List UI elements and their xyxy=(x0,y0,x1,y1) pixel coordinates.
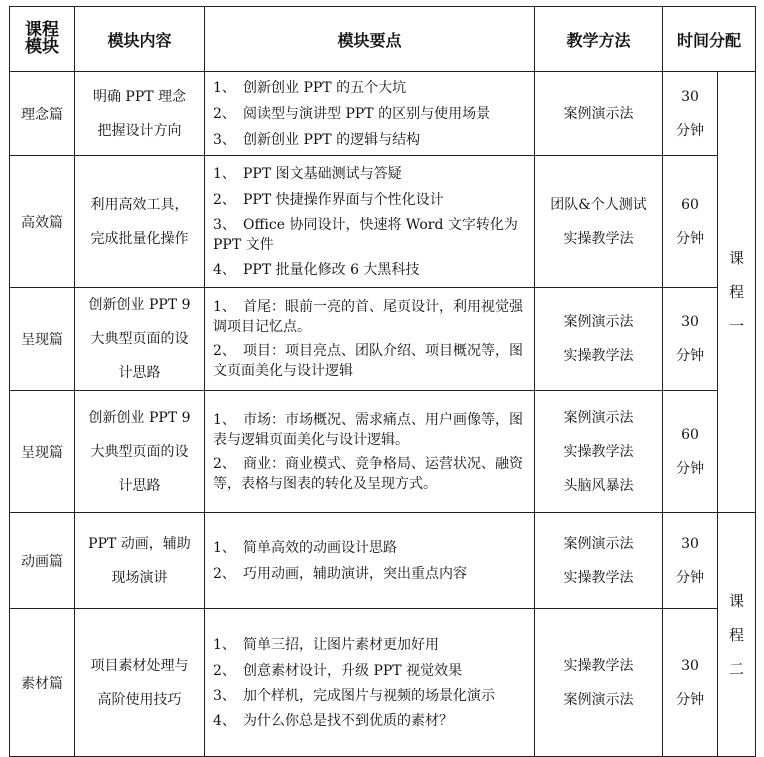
point-number: 2、 xyxy=(213,565,236,582)
module-content-line: 明确 PPT 理念 xyxy=(92,88,187,105)
point-text: 市场：市场概况、需求痛点、用户画像等，图表与逻辑页面美化与设计逻辑。 xyxy=(213,411,523,448)
point-text: 加个样机，完成图片与视频的场景化演示 xyxy=(243,687,495,704)
time-value: 分钟 xyxy=(676,691,704,708)
point-text: Office 协同设计，快速将 Word 文字转化为 PPT 文件 xyxy=(213,216,518,253)
table-row xyxy=(10,609,756,757)
point-text: PPT 快捷操作界面与个性化设计 xyxy=(243,191,444,208)
module-name-cell xyxy=(10,391,75,513)
module-content-line: 项目素材处理与 xyxy=(90,657,189,674)
point-text: 简单高效的动画设计思路 xyxy=(243,539,397,556)
point-item xyxy=(213,561,530,587)
method-item: 案例演示法 xyxy=(563,409,634,426)
method-item: 案例演示法 xyxy=(563,314,634,330)
course-group-cell xyxy=(718,72,756,513)
method-item: 实操教学法 xyxy=(563,230,634,247)
time-cell xyxy=(663,391,718,513)
point-text: PPT 批量化修改 6 大黑科技 xyxy=(243,261,420,278)
time-value: 30 xyxy=(681,88,699,105)
point-item xyxy=(213,187,530,213)
point-number: 1、 xyxy=(213,165,236,182)
module-name-cell xyxy=(10,513,75,609)
course-table xyxy=(9,6,756,757)
point-item xyxy=(213,75,530,101)
point-number: 1、 xyxy=(213,79,236,96)
point-number: 2、 xyxy=(213,343,236,359)
point-text: 巧用动画，辅助演讲，突出重点内容 xyxy=(243,565,467,582)
time-value: 30 xyxy=(681,314,699,330)
course-group-char: 课 xyxy=(729,249,745,267)
method-item: 团队&个人测试 xyxy=(550,196,647,213)
course-group-char: 一 xyxy=(729,317,745,335)
method-item: 案例演示法 xyxy=(563,535,634,552)
point-number: 2、 xyxy=(213,105,236,122)
module-content-cell xyxy=(75,391,205,513)
point-number: 1、 xyxy=(213,411,236,428)
module-content-line: 大典型页面的设 xyxy=(90,331,189,347)
table-row xyxy=(10,513,756,609)
point-number: 3、 xyxy=(213,131,236,148)
module-name-cell xyxy=(10,72,75,156)
header-points: 模块要点 xyxy=(205,7,535,72)
method-item: 实操教学法 xyxy=(563,657,634,674)
module-content-cell xyxy=(75,288,205,391)
module-points-cell xyxy=(205,72,535,156)
module-content-line: 创新创业 PPT 9 xyxy=(88,409,191,426)
table-row xyxy=(10,391,756,513)
module-content-line: 大典型页面的设 xyxy=(90,443,189,460)
module-content-cell xyxy=(75,609,205,757)
method-item: 实操教学法 xyxy=(563,348,634,364)
module-content-line: 创新创业 PPT 9 xyxy=(88,297,191,313)
course-group-char: 课 xyxy=(729,591,745,610)
point-number: 4、 xyxy=(213,712,236,729)
point-text: 项目：项目亮点、团队介绍、项目概况等，图文页面美化与设计逻辑 xyxy=(213,343,523,379)
point-text: 阅读型与演讲型 PPT 的区别与使用场景 xyxy=(243,105,491,122)
point-item xyxy=(213,632,530,658)
module-content-line: 计思路 xyxy=(118,477,161,494)
module-content-cell xyxy=(75,72,205,156)
table-row xyxy=(10,288,756,391)
time-value: 分钟 xyxy=(676,348,704,364)
header-time: 时间分配 xyxy=(663,7,756,72)
point-number: 1、 xyxy=(213,636,236,653)
point-text: 首尾：眼前一亮的首、尾页设计，利用视觉强调项目记忆点。 xyxy=(213,299,523,335)
point-item xyxy=(213,161,530,187)
point-item xyxy=(213,213,530,257)
header-methods: 教学方法 xyxy=(535,7,663,72)
module-content-line: 高阶使用技巧 xyxy=(97,691,182,708)
methods-cell xyxy=(535,513,663,609)
method-item: 实操教学法 xyxy=(563,443,634,460)
point-number: 3、 xyxy=(213,216,236,233)
point-item xyxy=(213,127,530,153)
time-value: 30 xyxy=(681,535,699,552)
module-points-cell xyxy=(205,391,535,513)
time-value: 60 xyxy=(681,196,699,213)
methods-cell xyxy=(535,156,663,288)
method-item: 实操教学法 xyxy=(563,569,634,586)
table-row xyxy=(10,72,756,156)
point-number: 1、 xyxy=(213,299,236,315)
methods-cell xyxy=(535,391,663,513)
time-cell xyxy=(663,156,718,288)
module-points-cell xyxy=(205,513,535,609)
module-name-cell xyxy=(10,288,75,391)
module-content-line: 现场演讲 xyxy=(111,569,168,586)
module-content-line: PPT 动画，辅助 xyxy=(88,535,191,552)
time-value: 分钟 xyxy=(676,230,704,247)
point-text: 创意素材设计，升级 PPT 视觉效果 xyxy=(243,662,463,679)
time-value: 60 xyxy=(681,426,699,443)
point-item xyxy=(213,257,530,283)
module-name: 呈现篇 xyxy=(21,332,63,348)
time-cell xyxy=(663,288,718,391)
module-name: 呈现篇 xyxy=(21,444,63,461)
point-text: 简单三招，让图片素材更加好用 xyxy=(243,636,439,653)
module-name: 动画篇 xyxy=(21,553,63,570)
module-points-cell xyxy=(205,288,535,391)
module-content-line: 把握设计方向 xyxy=(97,122,182,139)
point-number: 4、 xyxy=(213,261,236,278)
time-value: 分钟 xyxy=(676,569,704,586)
module-content-cell xyxy=(75,156,205,288)
course-group-char: 程 xyxy=(729,283,745,301)
point-item xyxy=(213,408,530,452)
time-value: 分钟 xyxy=(676,460,704,477)
table-row xyxy=(10,156,756,288)
point-item xyxy=(213,101,530,127)
module-points-cell xyxy=(205,609,535,757)
point-number: 2、 xyxy=(213,455,236,472)
methods-cell xyxy=(535,288,663,391)
point-text: PPT 图文基础测试与答疑 xyxy=(243,165,402,182)
point-item xyxy=(213,684,530,708)
module-content-line: 计思路 xyxy=(118,365,161,381)
module-name: 素材篇 xyxy=(21,675,63,692)
method-item: 案例演示法 xyxy=(563,691,634,708)
point-item xyxy=(213,295,530,339)
point-text: 创新创业 PPT 的逻辑与结构 xyxy=(243,131,421,148)
module-content-line: 利用高效工具， xyxy=(90,196,189,213)
point-number: 1、 xyxy=(213,539,236,556)
methods-cell xyxy=(535,72,663,156)
point-number: 3、 xyxy=(213,687,236,704)
point-text: 为什么你总是找不到优质的素材？ xyxy=(243,712,453,729)
time-value: 30 xyxy=(681,657,699,674)
time-cell xyxy=(663,72,718,156)
point-text: 商业：商业模式、竞争格局、运营状况、融资等，表格与图表的转化及呈现方式。 xyxy=(213,455,523,492)
point-item xyxy=(213,535,530,561)
point-number: 2、 xyxy=(213,191,236,208)
point-number: 2、 xyxy=(213,662,236,679)
module-name: 高效篇 xyxy=(21,214,63,231)
course-group-cell xyxy=(718,513,756,757)
time-cell xyxy=(663,609,718,757)
module-name-cell xyxy=(10,609,75,757)
method-item: 案例演示法 xyxy=(563,105,634,122)
point-item xyxy=(213,339,530,383)
module-name-cell xyxy=(10,156,75,288)
point-item xyxy=(213,708,530,734)
module-content-cell xyxy=(75,513,205,609)
point-text: 创新创业 PPT 的五个大坑 xyxy=(243,79,407,96)
point-item xyxy=(213,658,530,684)
point-item xyxy=(213,452,530,496)
header-content: 模块内容 xyxy=(75,7,205,72)
time-value: 分钟 xyxy=(676,122,704,139)
time-cell xyxy=(663,513,718,609)
method-item: 头脑风暴法 xyxy=(563,477,634,494)
module-points-cell xyxy=(205,156,535,288)
header-module: 课程 模块 xyxy=(10,7,75,72)
course-group-char: 程 xyxy=(729,625,745,644)
methods-cell xyxy=(535,609,663,757)
header-row xyxy=(10,7,756,72)
module-name: 理念篇 xyxy=(21,106,63,123)
course-group-char: 二 xyxy=(729,659,745,678)
module-content-line: 完成批量化操作 xyxy=(90,230,189,247)
